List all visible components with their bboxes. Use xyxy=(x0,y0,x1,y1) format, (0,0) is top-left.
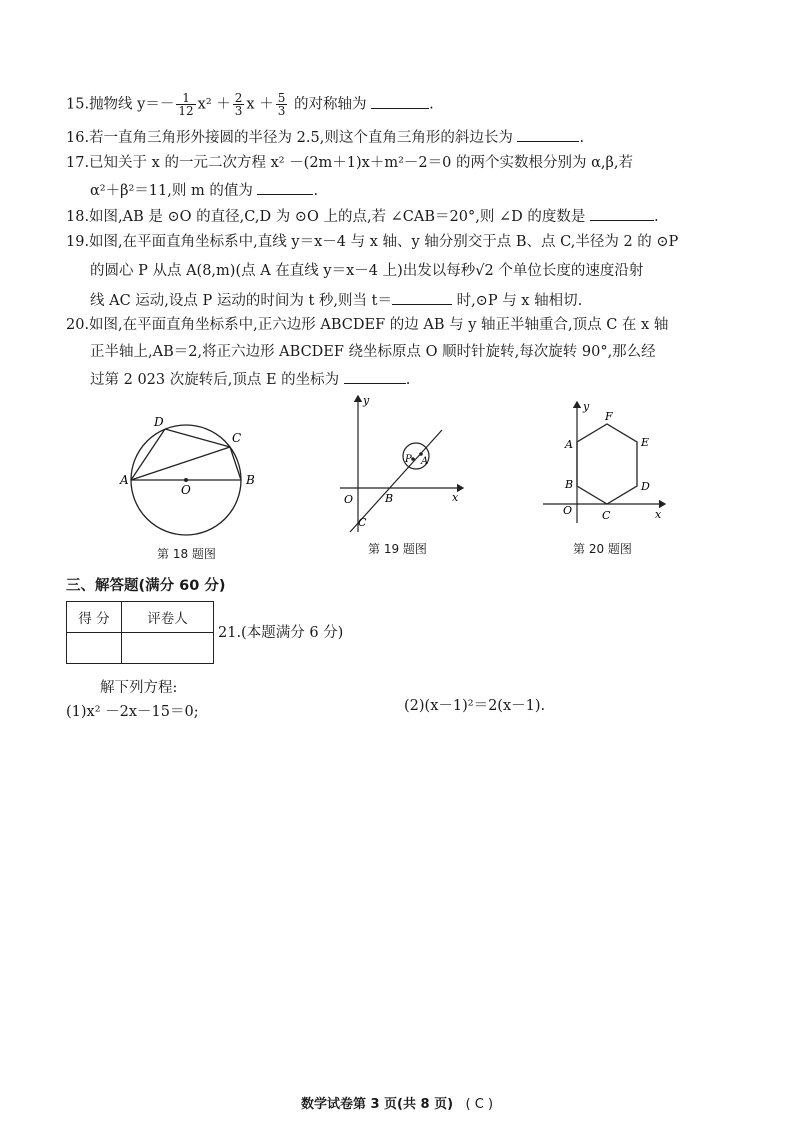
q19-text-a: 线 AC 运动,设点 P 运动的时间为 t 秒,则当 t＝ xyxy=(90,293,392,309)
hexagon-abcdef xyxy=(577,424,637,504)
question-20-line2: 正半轴上,AB＝2,将正六边形 ABCDEF 绕坐标原点 O 顺时针旋转,每次旋转 90°,那么经 xyxy=(90,344,656,360)
q20-end: . xyxy=(405,372,411,388)
q17-text: α²＋β²＝11,则 m 的值为 xyxy=(90,183,253,199)
q21-part1: (1)x² －2x－15＝0; xyxy=(66,704,199,720)
center-point xyxy=(184,478,188,482)
fig19-caption: 第 19 题图 xyxy=(368,542,427,556)
score-cell[interactable] xyxy=(67,633,122,664)
q20-answer-blank[interactable] xyxy=(344,369,406,384)
label-a: A xyxy=(565,438,573,451)
q18-end: . xyxy=(653,209,659,225)
label-o: O xyxy=(563,504,573,517)
fig18-caption: 第 18 题图 xyxy=(157,547,216,561)
label-f: F xyxy=(605,410,613,423)
score-header: 得 分 xyxy=(67,602,122,633)
grader-cell[interactable] xyxy=(122,633,214,664)
q21-title: 21.(本题满分 6 分) xyxy=(218,625,344,641)
label-b: B xyxy=(246,473,255,487)
label-y: y xyxy=(583,400,590,413)
label-e: E xyxy=(641,436,650,449)
label-c: C xyxy=(602,509,611,522)
figure-19 xyxy=(330,392,470,537)
figure-20 xyxy=(535,398,675,528)
label-b: B xyxy=(565,478,574,491)
chord-ad xyxy=(131,429,165,480)
label-o: O xyxy=(344,493,354,506)
q15-fraction-3: $\frac{5}{3}$ xyxy=(277,91,286,118)
q19-answer-blank[interactable] xyxy=(392,290,452,305)
chord-ac xyxy=(131,447,230,480)
footer-text: 数学试卷第 3 页(共 8 页) xyxy=(300,1097,454,1112)
q15-answer-blank[interactable] xyxy=(371,94,429,109)
q18-text: 18.如图,AB 是 ⊙O 的直径,C,D 为 ⊙O 上的点,若 ∠CAB＝20°,则 ∠D 的度数是 xyxy=(66,209,586,225)
label-a: A xyxy=(120,473,129,487)
q15-text-c: x ＋ xyxy=(246,96,274,113)
q15-text-b: x² ＋ xyxy=(197,96,231,113)
q16-text: 16.若一直角三角形外接圆的半径为 2.5,则这个直角三角形的斜边长为 xyxy=(66,130,513,146)
label-c: C xyxy=(358,516,367,529)
q15-fraction-2: $\frac{2}{3}$ xyxy=(234,91,243,118)
label-o: O xyxy=(181,483,191,497)
label-a: A xyxy=(421,456,429,467)
grader-header: 评卷人 xyxy=(122,602,214,633)
label-c: C xyxy=(232,431,242,445)
label-p: P xyxy=(405,454,412,465)
q17-end: . xyxy=(313,183,319,199)
question-18 xyxy=(66,206,659,226)
question-20-line3 xyxy=(90,369,410,389)
page-footer xyxy=(0,1093,794,1112)
question-19-line1: 19.如图,在平面直角坐标系中,直线 y＝x－4 与 x 轴、y 轴分别交于点 B、点 C,半径为 2 的 ⊙P xyxy=(66,234,679,250)
q18-answer-blank[interactable] xyxy=(590,206,654,221)
q21-part2: (2)(x－1)²＝2(x－1). xyxy=(404,698,546,714)
q15-end: . xyxy=(429,96,434,113)
fig20-caption: 第 20 题图 xyxy=(573,542,632,556)
q16-end: . xyxy=(579,130,585,146)
q15-number: 15. xyxy=(66,96,90,113)
point-p xyxy=(411,457,415,461)
chord-dc xyxy=(165,429,230,447)
q15-text-d: 的对称轴为 xyxy=(289,96,367,113)
q20-text: 过第 2 023 次旋转后,顶点 E 的坐标为 xyxy=(90,372,340,388)
question-20-line1: 20.如图,在平面直角坐标系中,正六边形 ABCDEF 的边 AB 与 y 轴正半轴重合,顶点 C 在 x 轴 xyxy=(66,317,669,333)
question-17-line1: 17.已知关于 x 的一元二次方程 x² －(2m＋1)x＋m²－2＝0 的两个实数根分别为 α,β,若 xyxy=(66,155,633,171)
figure-18 xyxy=(118,410,268,540)
label-d: D xyxy=(154,415,164,429)
q16-answer-blank[interactable] xyxy=(517,127,579,142)
score-table xyxy=(66,601,214,664)
label-x: x xyxy=(452,491,459,504)
chord-cb xyxy=(230,447,241,480)
q17-answer-blank[interactable] xyxy=(257,180,313,195)
question-17-line2 xyxy=(90,180,318,200)
label-b: B xyxy=(385,492,394,505)
question-19-line2: 的圆心 P 从点 A(8,m)(点 A 在直线 y＝x－4 上)出发以每秒√2 个单位长度的速度沿射 xyxy=(90,263,644,279)
label-y: y xyxy=(363,394,370,407)
question-15 xyxy=(66,92,434,117)
question-16 xyxy=(66,127,584,147)
label-x: x xyxy=(655,508,662,521)
label-d: D xyxy=(641,480,650,493)
q15-fraction-1: $\frac{1}{12}$ xyxy=(178,91,194,118)
question-19-line3 xyxy=(90,290,582,310)
q19-text-b: 时,⊙P 与 x 轴相切. xyxy=(451,293,583,309)
footer-mark: ( C ) xyxy=(465,1097,494,1112)
q15-text-a: 抛物线 y＝－ xyxy=(89,96,175,113)
section-title: 三、解答题(满分 60 分) xyxy=(66,578,226,594)
q21-intro: 解下列方程: xyxy=(100,680,178,696)
